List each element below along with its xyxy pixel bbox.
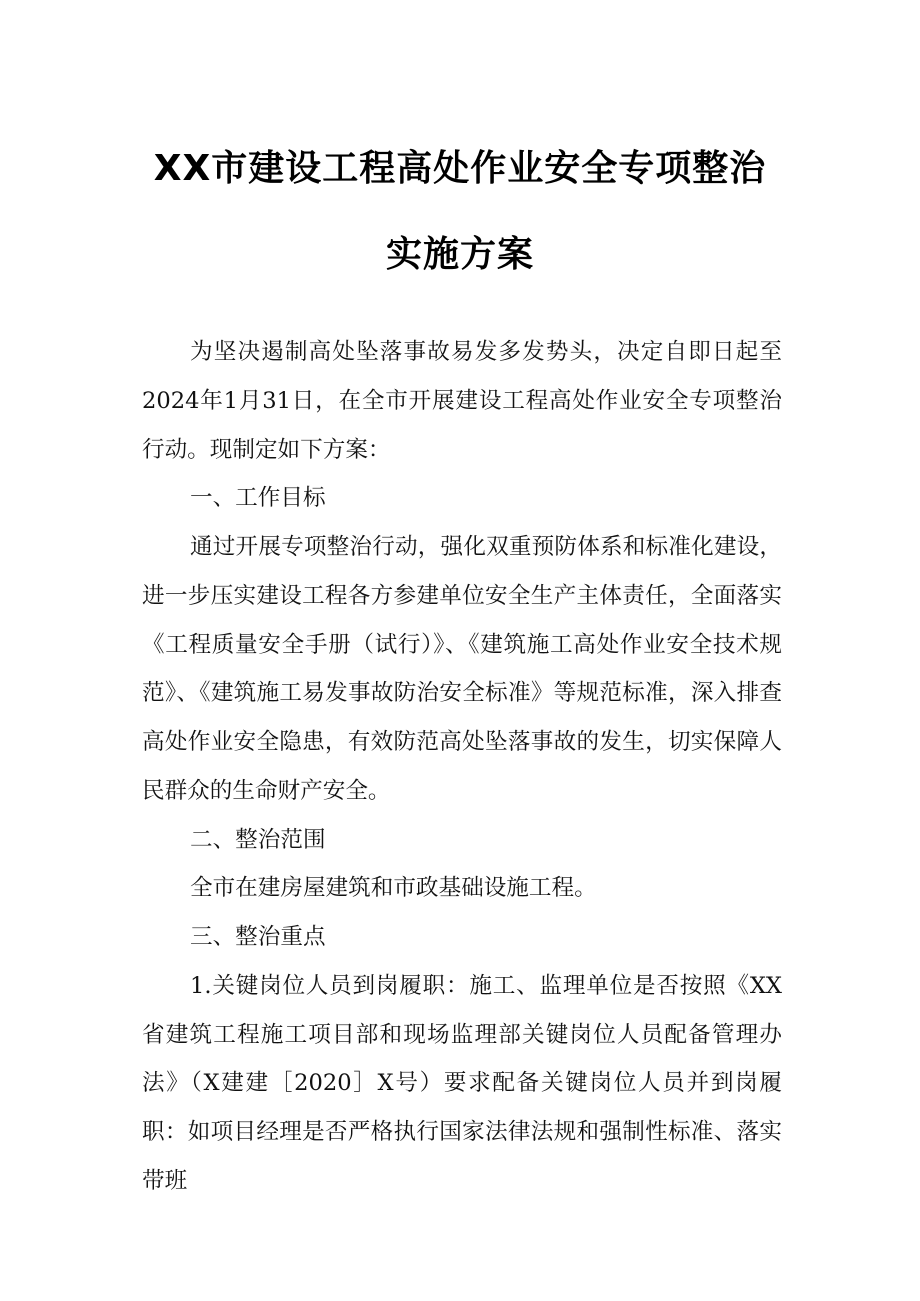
intro-paragraph: 为坚决遏制高处坠落事故易发多发势头，决定自即日起至2024年1月31日，在全市开展建设工程高处作业安全专项整治行动。现制定如下方案： xyxy=(142,339,782,463)
scope-paragraph: 全市在建房屋建筑和市政基础设施工程。 xyxy=(190,875,597,902)
section-heading-focus: 三、整治重点 xyxy=(190,924,326,950)
document-title-line-1: XX市建设工程高处作业安全专项整治 xyxy=(153,148,767,189)
goals-paragraph: 通过开展专项整治行动，强化双重预防体系和标准化建设，进一步压实建设工程各方参建单位安全生产主体责任，全面落实《工程质量安全手册（试行）》、《建筑施工高处作业安全技术规范》、《建筑施工易发事故防治安全标准》等规范标准，深入排查高处作业安全隐患，有效防范高处坠落事故的发生，切实保障人民群众的生命财产安全。 xyxy=(142,534,782,804)
document-body xyxy=(142,328,782,1206)
focus-item-1-paragraph: 1.关键岗位人员到岗履职：施工、监理单位是否按照《XX省建筑工程施工项目部和现场监理部关键岗位人员配备管理办法》（X建建［2020］X号）要求配备关键岗位人员并到岗履职：如项目经理是否严格执行国家法律法规和强制性标准、落实带班 xyxy=(142,972,782,1194)
section-heading-goals: 一、工作目标 xyxy=(190,485,326,512)
document-title-line-2: 实施方案 xyxy=(385,234,534,275)
section-heading-scope: 二、整治范围 xyxy=(190,826,326,853)
